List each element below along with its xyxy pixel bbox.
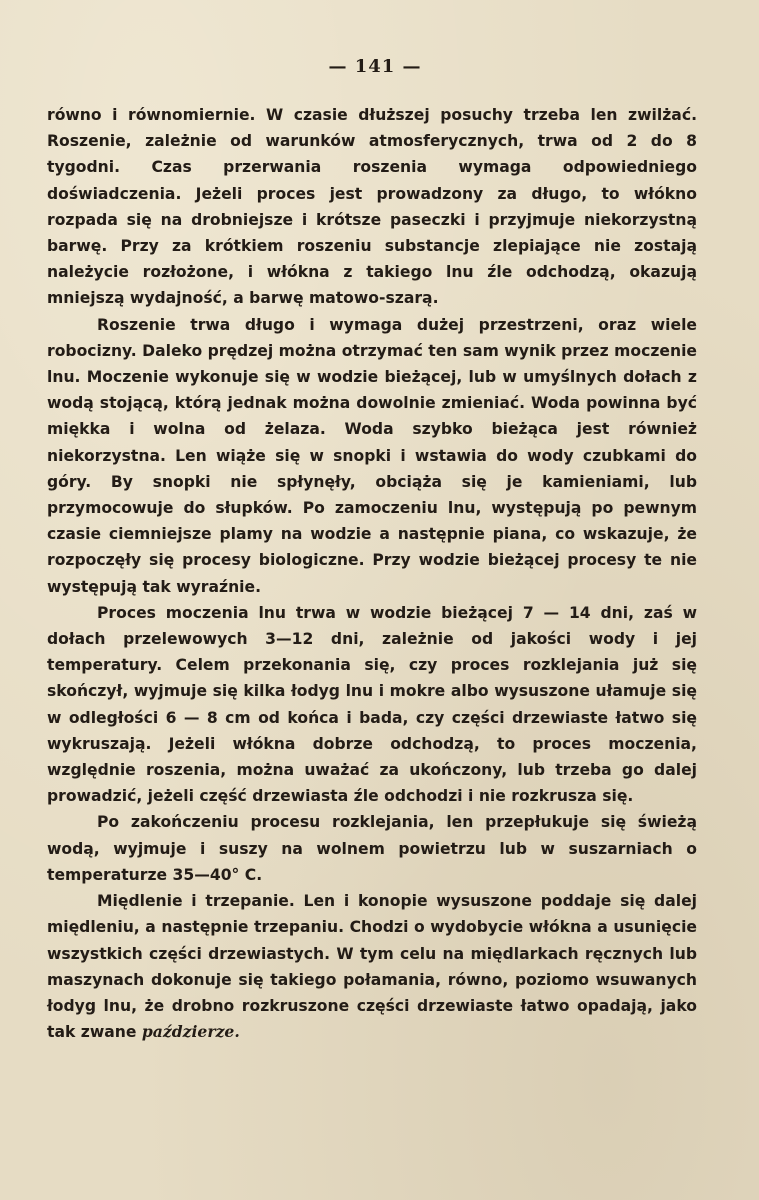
paragraph-5-text: Len i konopie wysuszone poddaje się dalej międleniu, a następnie trzepaniu. Chodzi o wydobycie włókna a usunięcie wszystkich części drzewiastych. W tym celu na międlarkach ręcznych lub maszynach dokonuje się takiego połamania, równo, poziomo wsuwanych łodyg lnu, że drobno rozkruszone części drzewiaste łatwo opadają, jako tak zwane [47, 892, 697, 1042]
paragraph-2: Roszenie trwa długo i wymaga dużej przestrzeni, oraz wiele robocizny. Daleko prędzej można otrzymać ten sam wynik przez moczenie lnu. Moczenie wykonuje się w wodzie bieżącej, lub w umyślnych dołach z wodą stojącą, którą jednak można dowolnie zmieniać. Woda powinna być miękka i wolna od żelaza. Woda szybko bieżąca jest również niekorzystna. Len wiąże się w snopki i wstawia do wody czubkami do góry. By snopki nie spłynęły, obciąża się je kamieniami, lub przymocowuje do słupków. Po zamoczeniu lnu, występują po pewnym czasie ciemniejsze plamy na wodzie a następnie piana, co wskazuje, że rozpoczęły się procesy biologiczne. Przy wodzie bieżącej procesy te nie występują tak wyraźnie. [47, 315, 698, 596]
section-heading: Międlenie i trzepanie. [97, 892, 295, 911]
paragraph-5 [47, 888, 697, 1045]
paragraph-1: równo i równomiernie. W czasie dłuższej posuchy trzeba len zwilżać. Roszenie, zależnie od warunków atmosferycznych, trwa od 2 do 8 tygodni. Czas przerwania roszenia wymaga odpowiedniego doświadczenia. Jeżeli proces jest prowadzony za długo, to włókno rozpada się na drobniejsze i krótsze paseczki i przyjmuje niekorzystną barwę. Przy za krótkiem roszeniu substancje zlepiające nie zostają należycie rozłożone, i włókna z takiego lnu źle odchodzą, okazują mniejszą wydajność, a barwę matowo-szarą. [47, 106, 697, 308]
paragraph-3: Proces moczenia lnu trwa w wodzie bieżącej 7 — 14 dni, zaś w dołach przelewowych 3—12 dni, zależnie od jakości wody i jej temperatury. Celem przekonania się, czy proces rozklejania już się skończył, wyjmuje się kilka łodyg lnu i mokre albo wysuszone ułamuje się w odległości 6 — 8 cm od końca i bada, czy części drzewiaste łatwo się wykruszają. Jeżeli włókna dobrze odchodzą, to proces moczenia, względnie roszenia, można uważać za ukończony, lub trzeba go dalej prowadzić, jeżeli część drzewiasta źle odchodzi i nie rozkrusza się. [47, 603, 697, 806]
paragraph-4: Po zakończeniu procesu rozklejania, len przepłukuje się świeżą wodą, wyjmuje i suszy na wolnem powietrzu lub w suszarniach o temperaturze 35—40° C. [47, 813, 697, 884]
page-number: — 141 — [328, 56, 422, 77]
italic-term: paździerze. [141, 1022, 240, 1042]
